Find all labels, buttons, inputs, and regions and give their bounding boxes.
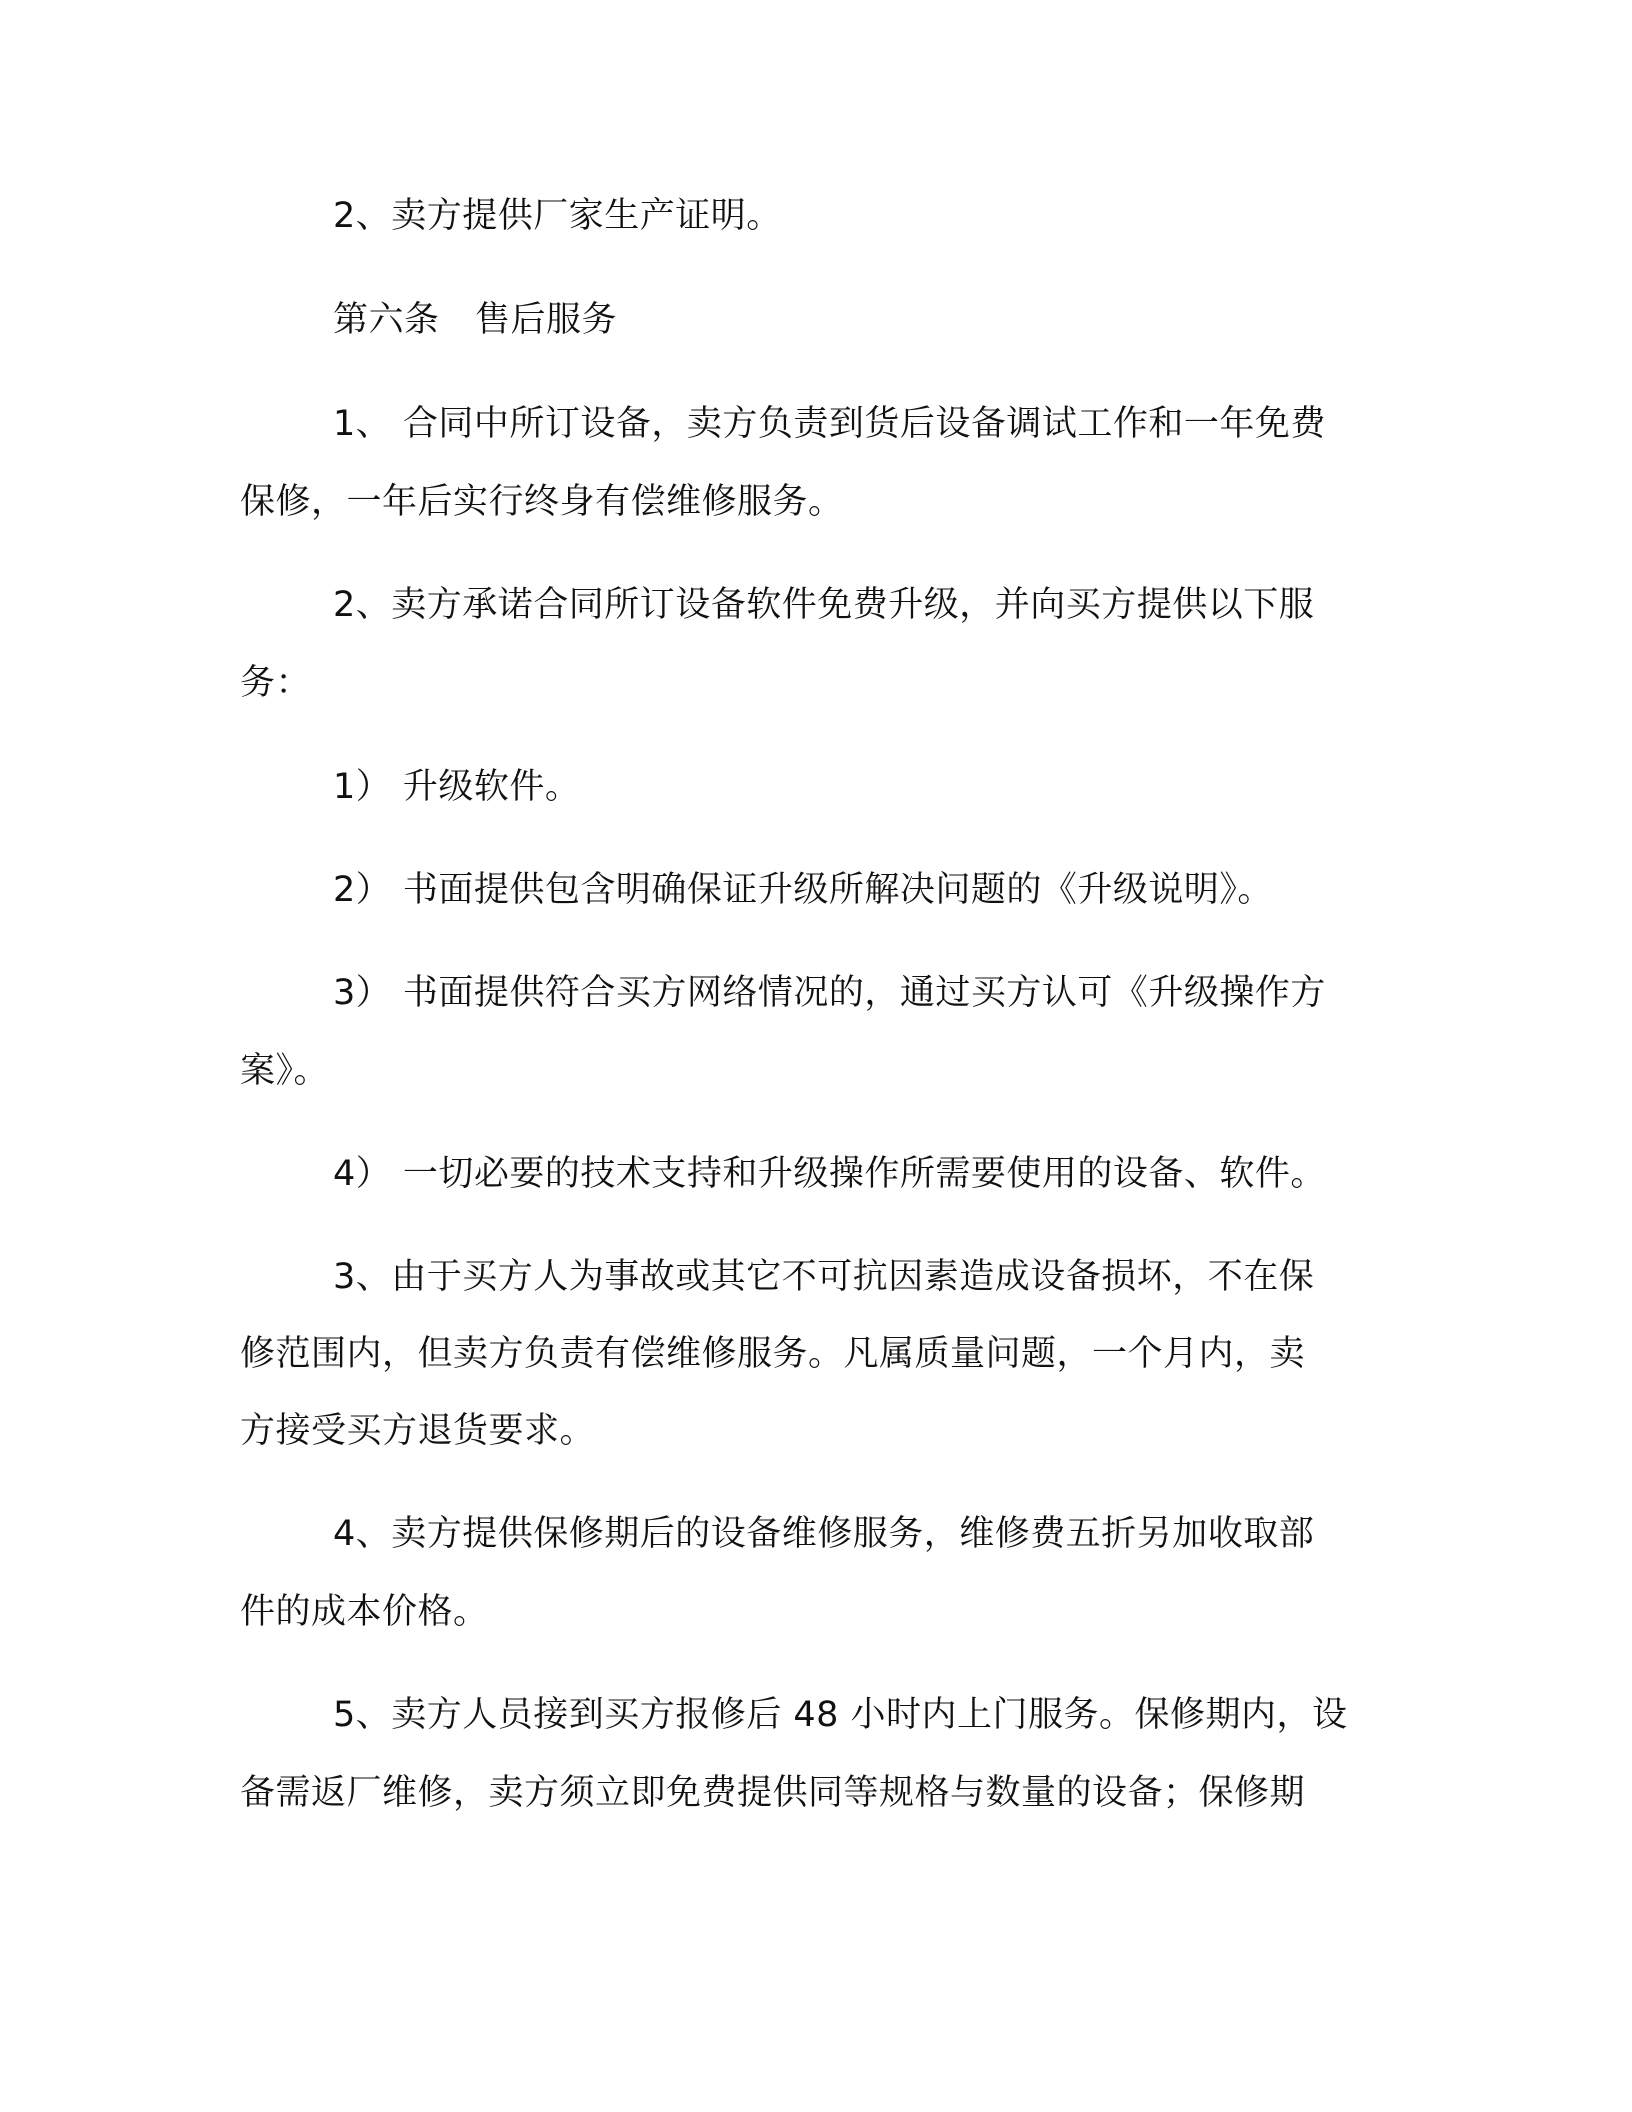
after-sales-item-2-line-1: 2、卖方承诺合同所订设备软件免费升级，并向买方提供以下服	[333, 585, 1315, 625]
after-sales-item-2-line-2: 务：	[240, 663, 312, 703]
service-subitem-1: 1） 升级软件。	[333, 767, 581, 807]
article-6-heading: 第六条 售后服务	[333, 300, 618, 340]
after-sales-item-3-line-2: 修范围内，但卖方负责有偿维修服务。凡属质量问题，一个月内，卖	[240, 1334, 1306, 1374]
after-sales-item-1-line-2: 保修，一年后实行终身有偿维修服务。	[240, 482, 844, 522]
after-sales-item-3-line-1: 3、由于买方人为事故或其它不可抗因素造成设备损坏，不在保	[333, 1257, 1315, 1297]
after-sales-item-1-line-1: 1、 合同中所订设备，卖方负责到货后设备调试工作和一年免费	[333, 404, 1326, 444]
service-subitem-4: 4） 一切必要的技术支持和升级操作所需要使用的设备、软件。	[333, 1154, 1326, 1194]
service-subitem-3-line-2: 案》。	[240, 1051, 330, 1091]
after-sales-item-4-line-1: 4、卖方提供保修期后的设备维修服务，维修费五折另加收取部	[333, 1514, 1315, 1554]
service-subitem-3-line-1: 3） 书面提供符合买方网络情况的，通过买方认可《升级操作方	[333, 973, 1326, 1013]
after-sales-item-5-line-2: 备需返厂维修，卖方须立即免费提供同等规格与数量的设备；保修期	[240, 1773, 1306, 1813]
after-sales-item-3-line-3: 方接受买方退货要求。	[240, 1411, 596, 1451]
clause-5-item-2: 2、卖方提供厂家生产证明。	[333, 196, 782, 236]
after-sales-item-5-line-1: 5、卖方人员接到买方报修后 48 小时内上门服务。保修期内，设	[333, 1695, 1348, 1735]
after-sales-item-4-line-2: 件的成本价格。	[240, 1592, 489, 1632]
service-subitem-2: 2） 书面提供包含明确保证升级所解决问题的《升级说明》。	[333, 870, 1273, 910]
